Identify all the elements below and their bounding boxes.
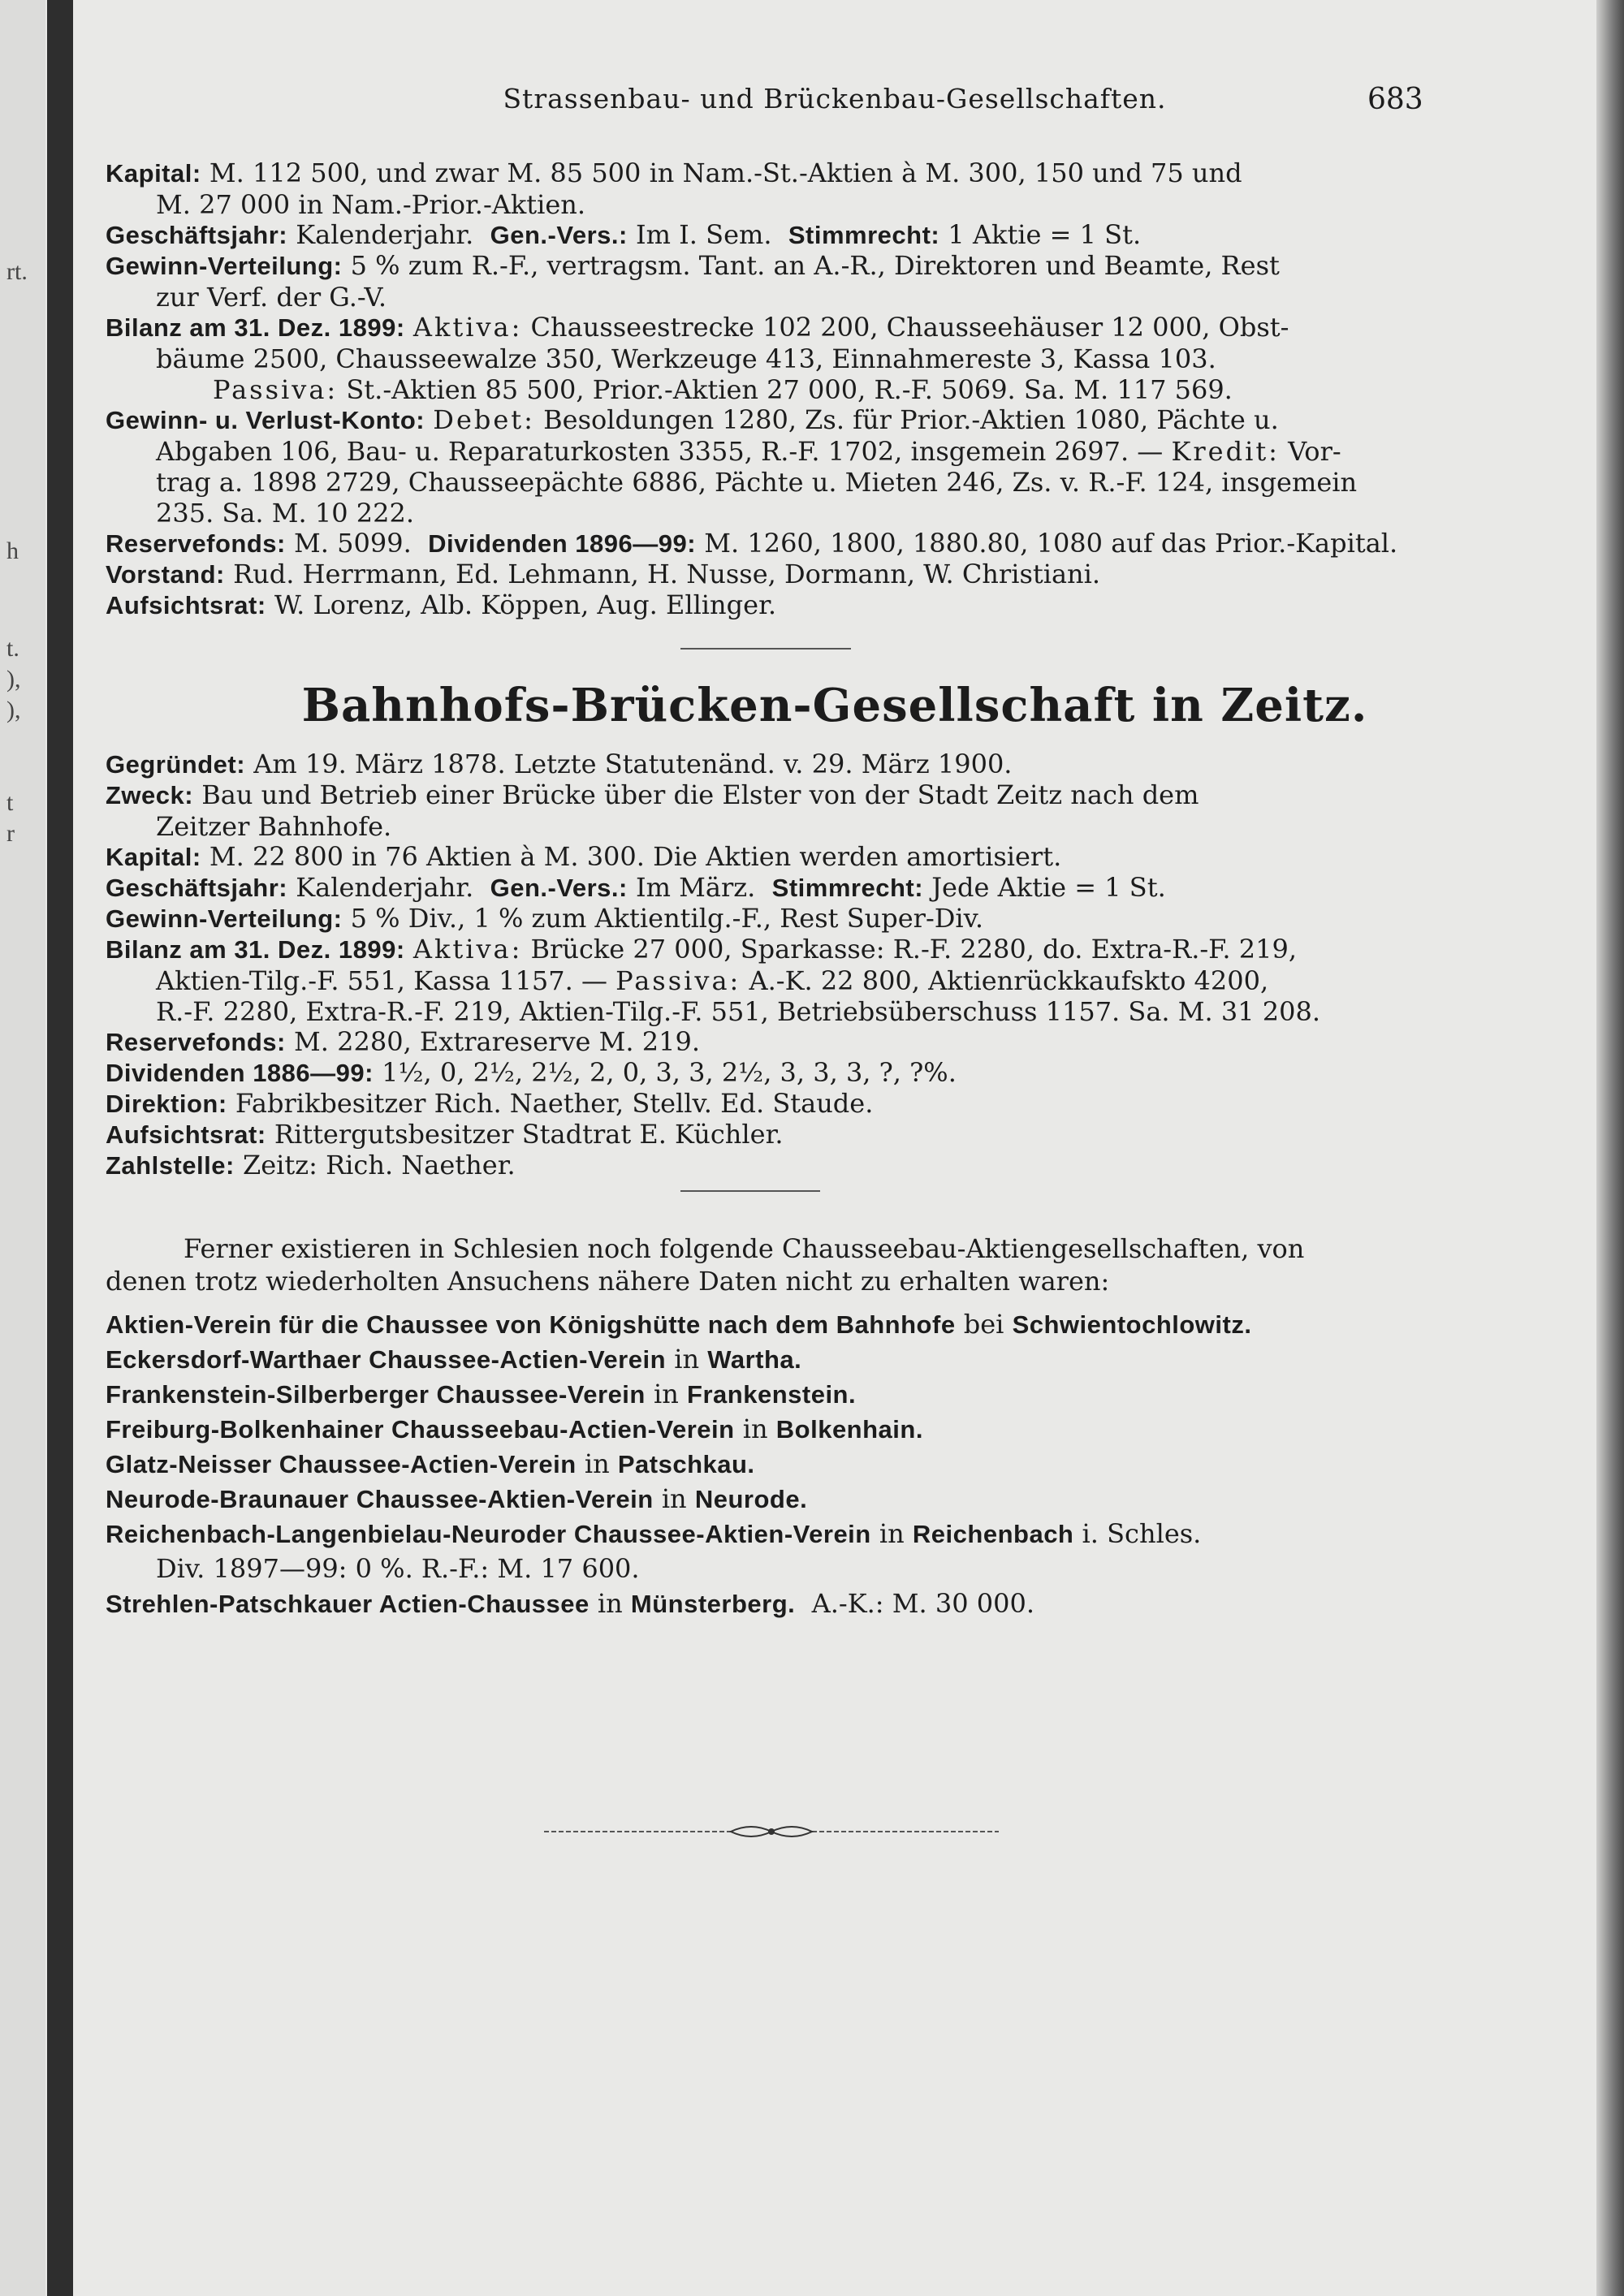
gewinn-label: Gewinn-Verteilung:	[106, 252, 343, 280]
gegruendet-entry	[106, 749, 1504, 780]
list-item-suffix: i. Schles.	[1082, 1518, 1202, 1549]
zweck-text-2: Zeitzer Bahnhofe.	[156, 811, 392, 842]
guv-text-3: trag a. 1898 2729, Chausseepächte 6886, Pächte u. Mieten 246, Zs. v. R.-F. 124, insgemein	[156, 467, 1358, 498]
list-item-name: Eckersdorf-Warthaer Chaussee-Actien-Verein	[106, 1345, 667, 1374]
direktion-label: Direktion:	[106, 1090, 227, 1118]
company-list	[106, 1307, 1510, 1621]
kapital-text-2: M. 27 000 in Nam.-Prior.-Aktien.	[156, 189, 586, 220]
list-item-place: Wartha.	[707, 1345, 802, 1374]
kapital-text: M. 112 500, und zwar M. 85 500 in Nam.-St.-Aktien à M. 300, 150 und 75 und	[209, 158, 1242, 188]
list-item	[106, 1482, 1510, 1517]
list-item	[106, 1342, 1510, 1377]
gewinn-text-2b: 5 % Div., 1 % zum Aktientilg.-F., Rest Super-Div.	[350, 903, 984, 934]
aufsichtsrat-label: Aufsichtsrat:	[106, 591, 266, 619]
list-item-mid: in	[661, 1483, 687, 1514]
bilanz-text-2: bäume 2500, Chausseewalze 350, Werkzeuge 413, Einnahmereste 3, Kassa 103.	[156, 343, 1216, 374]
vorstand-text: Rud. Herrmann, Ed. Lehmann, H. Nusse, Dormann, W. Christiani.	[233, 559, 1101, 589]
reserve-text-2: M. 2280, Extrareserve M. 219.	[294, 1026, 700, 1057]
kapital-text-2b: M. 22 800 in 76 Aktien à M. 300. Die Aktien werden amortisiert.	[209, 841, 1062, 872]
margin-fragment: ),	[6, 697, 21, 723]
geschaeftsjahr-entry-2	[106, 872, 1504, 904]
section-divider	[680, 648, 851, 650]
debet-word: Debet:	[433, 404, 535, 435]
list-item-name: Frankenstein-Silberberger Chaussee-Verein	[106, 1380, 646, 1409]
intro-line-1: Ferner existieren in Schlesien noch folgende Chausseebau-Aktiengesellschaften, von	[184, 1233, 1305, 1264]
gewinn-label-2: Gewinn-Verteilung:	[106, 904, 343, 933]
kapital-entry-2	[106, 841, 1504, 873]
list-item-mid: in	[742, 1413, 768, 1444]
bilanz-text-2a: Brücke 27 000, Sparkasse: R.-F. 2280, do. Extra-R.-F. 219,	[530, 934, 1297, 965]
list-item-mid: in	[674, 1344, 700, 1375]
aufsichtsrat-label-2: Aufsichtsrat:	[106, 1120, 266, 1149]
list-item-extra: Div. 1897—99: 0 %. R.-F.: M. 17 600.	[156, 1553, 640, 1584]
zweck-text: Bau und Betrieb einer Brücke über die Elster von der Stadt Zeitz nach dem	[201, 779, 1199, 810]
gewinn-text: 5 % zum R.-F., vertragsm. Tant. an A.-R., Direktoren und Beamte, Rest	[350, 250, 1280, 281]
gen-vers-label: Gen.-Vers.:	[490, 221, 628, 249]
gewinn-text-2: zur Verf. der G.-V.	[156, 282, 387, 313]
list-item	[106, 1586, 1510, 1621]
stimmrecht-label: Stimmrecht:	[788, 221, 940, 249]
list-item-name: Glatz-Neisser Chaussee-Actien-Verein	[106, 1450, 577, 1478]
reserve-entry	[106, 528, 1504, 559]
running-title: Strassenbau- und Brückenbau-Gesellschaften.	[503, 83, 1167, 114]
intro-paragraph	[106, 1232, 1504, 1297]
book-spine	[47, 0, 73, 2296]
list-item-place: Patschkau.	[617, 1450, 755, 1478]
list-item-place: Schwientochlowitz.	[1012, 1310, 1252, 1339]
gen-vers-text-2: Im März.	[636, 872, 756, 903]
right-page-shadow	[1596, 0, 1624, 2296]
list-item-name: Reichenbach-Langenbielau-Neuroder Chaussee-Aktien-Verein	[106, 1520, 871, 1548]
margin-fragment: h	[6, 537, 19, 564]
list-item-place: Frankenstein.	[687, 1380, 857, 1409]
bilanz-label-2: Bilanz am 31. Dez. 1899:	[106, 935, 405, 964]
aufsichtsrat-text-2: Rittergutsbesitzer Stadtrat E. Küchler.	[274, 1119, 784, 1150]
margin-fragment: t.	[6, 635, 19, 662]
bilanz-text-2c: A.-K. 22 800, Aktienrückkaufskto 4200,	[749, 965, 1269, 996]
dividenden-label: Dividenden 1896—99:	[428, 529, 697, 558]
list-item-mid: in	[879, 1518, 905, 1549]
section-divider	[680, 1190, 820, 1192]
stimmrecht-text: 1 Aktie = 1 St.	[948, 219, 1142, 250]
list-item-place: Münsterberg.	[630, 1590, 796, 1618]
geschaeftsjahr-text-2: Kalenderjahr.	[296, 872, 474, 903]
vorstand-entry	[106, 559, 1504, 590]
list-item	[106, 1447, 1510, 1482]
guv-text: Besoldungen 1280, Zs. für Prior.-Aktien 1080, Pächte u.	[543, 404, 1279, 435]
aktiva-word-2: Aktiva:	[412, 934, 523, 965]
gen-vers-text: Im I. Sem.	[636, 219, 772, 250]
aufsichtsrat-entry	[106, 589, 1504, 621]
list-item	[106, 1377, 1510, 1412]
zweck-entry	[106, 779, 1504, 842]
list-item	[106, 1412, 1510, 1447]
bilanz-entry	[106, 312, 1504, 405]
direktion-text: Fabrikbesitzer Rich. Naether, Stellv. Ed. Staude.	[235, 1088, 874, 1119]
list-item-mid: in	[584, 1448, 610, 1479]
list-item-place: Neurode.	[694, 1485, 808, 1513]
kapital-label: Kapital:	[106, 159, 201, 188]
gegruendet-label: Gegründet:	[106, 750, 246, 779]
bilanz-text: Chausseestrecke 102 200, Chausseehäuser 12 000, Obst-	[530, 312, 1289, 343]
guv-label: Gewinn- u. Verlust-Konto:	[106, 406, 425, 434]
stimmrecht-text-2: Jede Aktie = 1 St.	[931, 872, 1166, 903]
kapital-entry	[106, 158, 1504, 220]
bilanz-label: Bilanz am 31. Dez. 1899:	[106, 313, 405, 342]
margin-fragment: r	[6, 820, 15, 847]
guv-text-2: Abgaben 106, Bau- u. Reparaturkosten 3355, R.-F. 1702, insgemein 2697. —	[156, 436, 1164, 467]
geschaeftsjahr-label-2: Geschäftsjahr:	[106, 874, 288, 902]
bilanz-entry-2	[106, 934, 1504, 1027]
margin-fragment: ),	[6, 666, 21, 693]
gegruendet-text: Am 19. März 1878. Letzte Statutenänd. v. 29. März 1900.	[253, 749, 1013, 779]
zweck-label: Zweck:	[106, 781, 194, 809]
dividenden-text-2: 1½, 0, 2½, 2½, 2, 0, 3, 3, 2½, 3, 3, 3, ?, ?%.	[382, 1057, 957, 1088]
kapital-label-2: Kapital:	[106, 843, 201, 871]
guv-text-2b: Vor-	[1288, 436, 1341, 467]
zahlstelle-text: Zeitz: Rich. Naether.	[243, 1150, 516, 1180]
kredit-word: Kredit:	[1171, 436, 1280, 467]
margin-fragment: rt.	[6, 258, 28, 285]
list-item-place: Bolkenhain.	[775, 1415, 923, 1444]
list-item-name: Strehlen-Patschkauer Actien-Chaussee	[106, 1590, 590, 1618]
aufsichtsrat-entry-2	[106, 1119, 1504, 1150]
dividenden-label-2: Dividenden 1886—99:	[106, 1059, 374, 1087]
left-page-edge	[0, 0, 45, 2296]
bilanz-text-3: St.-Aktien 85 500, Prior.-Aktien 27 000, R.-F. 5069. Sa. M. 117 569.	[346, 374, 1233, 405]
reserve-text: M. 5099.	[294, 528, 412, 559]
passiva-word-2: Passiva:	[615, 965, 741, 996]
zahlstelle-label: Zahlstelle:	[106, 1151, 235, 1180]
dividenden-text: M. 1260, 1800, 1880.80, 1080 auf das Prior.-Kapital.	[704, 528, 1398, 559]
list-item-suffix: A.-K.: M. 30 000.	[811, 1588, 1034, 1619]
zahlstelle-entry	[106, 1150, 1504, 1181]
list-item-mid: bei	[963, 1309, 1004, 1340]
aktiva-word: Aktiva:	[412, 312, 523, 343]
list-item-name: Neurode-Braunauer Chaussee-Aktien-Verein	[106, 1485, 654, 1513]
list-item	[106, 1517, 1510, 1552]
list-item	[106, 1307, 1510, 1342]
reserve-label-2: Reservefonds:	[106, 1028, 286, 1056]
reserve-label: Reservefonds:	[106, 529, 286, 558]
page	[73, 0, 1596, 2296]
page-number: 683	[1367, 83, 1423, 116]
passiva-word: Passiva:	[213, 374, 339, 405]
list-item-place: Reichenbach	[912, 1520, 1074, 1548]
list-item-name: Freiburg-Bolkenhainer Chausseebau-Actien-Verein	[106, 1415, 735, 1444]
guv-text-4: 235. Sa. M. 10 222.	[156, 498, 415, 529]
guv-entry	[106, 404, 1504, 529]
company-title: Bahnhofs-Brücken-Gesellschaft in Zeitz.	[301, 679, 1368, 732]
bilanz-text-2d: R.-F. 2280, Extra-R.-F. 219, Aktien-Tilg.-F. 551, Betriebsüberschuss 1157. Sa. M. 31 208.	[156, 996, 1320, 1027]
bilanz-text-2b: Aktien-Tilg.-F. 551, Kassa 1157. —	[156, 965, 607, 996]
list-item-name: Aktien-Verein für die Chaussee von Königshütte nach dem Bahnhofe	[106, 1310, 956, 1339]
gen-vers-label-2: Gen.-Vers.:	[490, 874, 628, 902]
list-item-mid: in	[654, 1379, 679, 1409]
vorstand-label: Vorstand:	[106, 560, 225, 589]
intro-line-2: denen trotz wiederholten Ansuchens nähere Daten nicht zu erhalten waren:	[106, 1266, 1110, 1297]
geschaeftsjahr-label: Geschäftsjahr:	[106, 221, 288, 249]
closing-ornament-icon	[544, 1819, 999, 1845]
direktion-entry	[106, 1088, 1504, 1120]
geschaeftsjahr-entry	[106, 219, 1504, 251]
dividenden-entry-2	[106, 1057, 1504, 1089]
aufsichtsrat-text: W. Lorenz, Alb. Köppen, Aug. Ellinger.	[274, 589, 777, 620]
margin-fragment: t	[6, 789, 14, 816]
gewinn-entry-2	[106, 903, 1504, 934]
gewinn-entry	[106, 250, 1504, 313]
list-item-mid: in	[597, 1588, 623, 1619]
stimmrecht-label-2: Stimmrecht:	[771, 874, 924, 902]
running-header	[73, 83, 1596, 120]
geschaeftsjahr-text: Kalenderjahr.	[296, 219, 474, 250]
reserve-entry-2	[106, 1026, 1504, 1058]
